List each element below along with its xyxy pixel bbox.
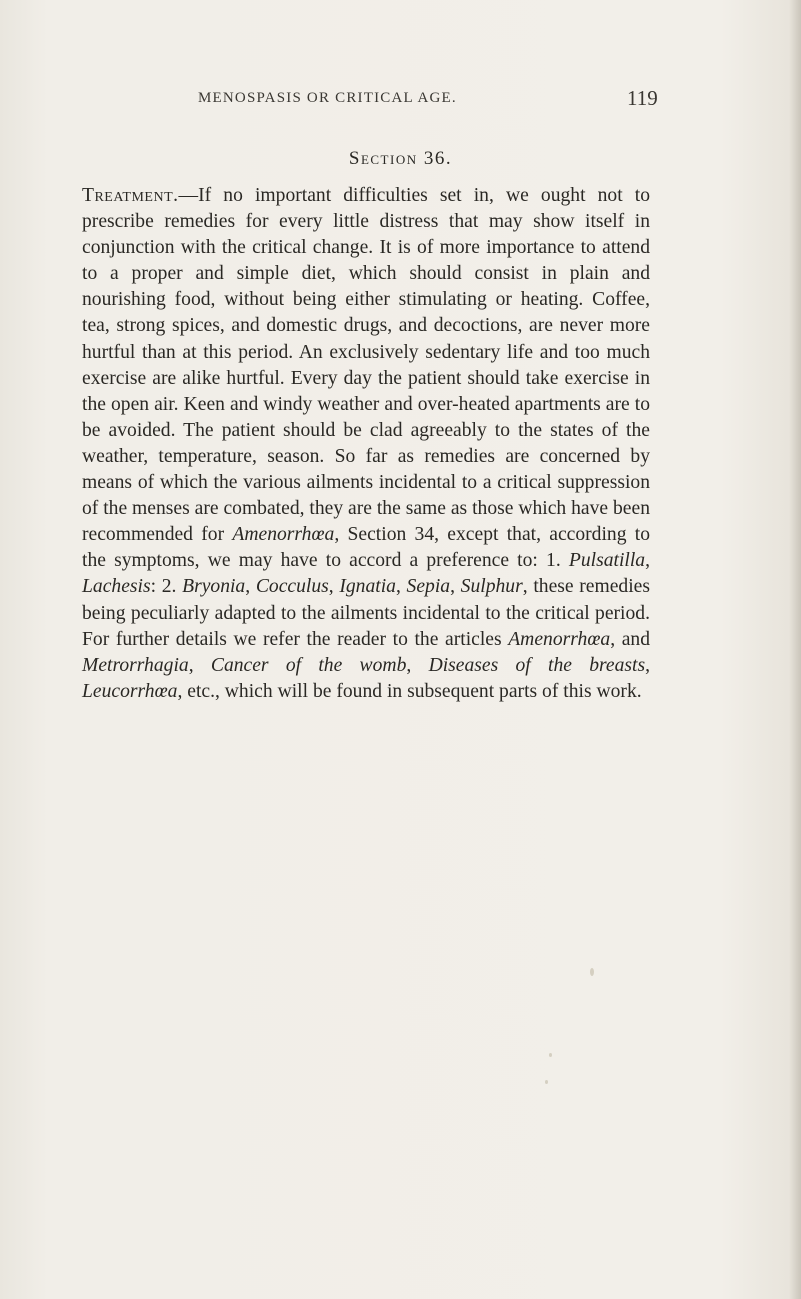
paper-spot [590, 968, 594, 976]
text-run: , [328, 576, 340, 598]
remedy-sulphur: Sulphur [460, 576, 523, 598]
body-paragraph [82, 183, 650, 705]
remedy-sepia: Sepia [406, 576, 451, 598]
text-run: —If no important difficulties set in, we ought not to prescribe remedies for every little distress that may show itself in conjunction with the critical change. It is of more importance to attend to a proper and simple diet, which should consist in plain and nourishing food, without being either stimulating or heating. Coffee, tea, strong spices, and domestic drugs, and decoctions, are never more hurtful than at this period. An exclusively sedentary life and too much exercise are alike hurtful. Every day the patient should take exercise in the open air. Keen and windy weather and over-heated apartments are to be avoided. The patient should be clad agreeably to the states of the weather, temperature, season. So far as remedies are concerned by means of which the various ailments incidental to a critical suppression of the menses are combated, they are the same as those which have been recommended for [82, 185, 650, 546]
treatment-lead: Treatment. [82, 185, 179, 206]
text-run: , etc., which will be found in subsequent parts of this work. [177, 680, 642, 702]
section-heading: Section 36. [348, 148, 453, 169]
remedy-ignatia: Ignatia [339, 576, 396, 598]
text-run: , [395, 576, 407, 598]
text-run: , [188, 654, 211, 676]
text-run: , [645, 550, 650, 572]
term-amenorrhoea: Amenorrhœa [232, 524, 335, 546]
running-head: MENOSPASIS OR CRITICAL AGE. [198, 90, 457, 106]
page-header [0, 86, 801, 116]
text-run: , [406, 654, 429, 676]
page-edge-shadow [789, 0, 801, 1299]
text-run: , [450, 576, 461, 598]
text-run: , [245, 576, 256, 598]
remedy-bryonia: Bryonia [182, 576, 246, 598]
article-metrorrhagia: Metrorrhagia [82, 654, 189, 676]
remedy-cocculus: Cocculus [255, 576, 329, 598]
article-diseases-of-the-breasts: Diseases of the breasts [428, 654, 646, 676]
article-amenorrhoea: Amenorrhœa [508, 628, 611, 650]
article-leucorrhoea: Leucorrhœa [82, 680, 178, 702]
remedy-lachesis: Lachesis [82, 576, 151, 598]
text-run: , these remedies being peculiarly adapted to the ailments incidental to the critical period. For further details we refer the reader to the articles [82, 576, 650, 650]
text-run: , [645, 654, 651, 676]
article-cancer-of-the-womb: Cancer of the womb [210, 654, 407, 676]
text-run: , and [610, 628, 650, 650]
paper-spot [549, 1053, 552, 1057]
text-run: , Section 34, except that, according to the symptoms, we may have to accord a preference to: 1. [82, 524, 651, 572]
text-run: : 2. [150, 576, 183, 598]
remedy-pulsatilla: Pulsatilla [568, 550, 646, 572]
page-number: 119 [627, 86, 658, 110]
paper-spot [545, 1080, 548, 1084]
